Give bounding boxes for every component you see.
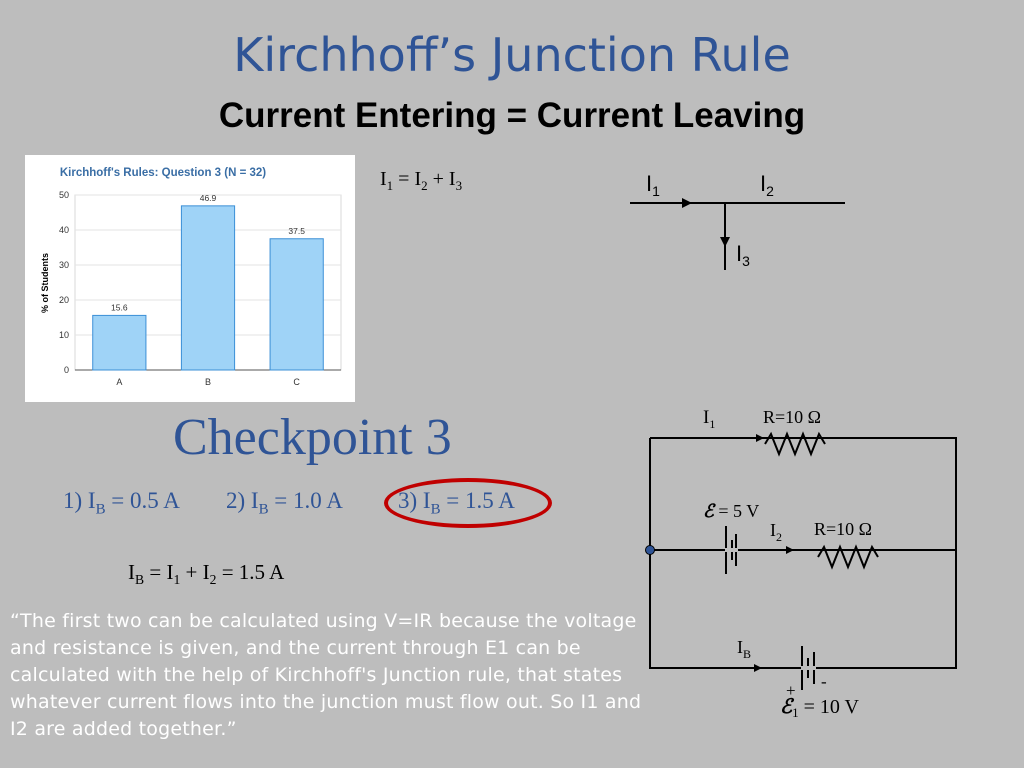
battery-plus-sign: + (786, 681, 796, 700)
junction-diagram (620, 165, 860, 280)
eq2-term-ib: I (128, 560, 135, 584)
eq1-sub-3: 3 (455, 178, 463, 193)
circuit-label-r1: R=10 Ω (763, 407, 822, 427)
junction-node (646, 546, 655, 555)
eq1-sub-1: 1 (386, 178, 394, 193)
eq1-equals-i: = I (393, 168, 422, 190)
arrow-right-icon (786, 546, 794, 554)
chart-x-tick-label: C (293, 377, 300, 387)
checkpoint-heading: Checkpoint 3 (173, 409, 452, 466)
arrow-right-icon (754, 664, 762, 672)
answer-1-value: = 0.5 A (105, 488, 180, 513)
chart-y-tick-label: 10 (58, 330, 69, 340)
chart-data-label: 37.5 (288, 225, 305, 236)
battery-icon (801, 646, 816, 690)
slide-title: Kirchhoff’s Junction Rule (233, 28, 791, 82)
chart-bar (181, 206, 234, 370)
circuit-label-ib: $I_B$ (737, 637, 752, 661)
circuit-label-r2: R=10 Ω (814, 519, 873, 539)
chart-y-tick-label: 20 (58, 295, 69, 305)
battery-minus-sign: - (821, 672, 827, 691)
chart-y-tick-label: 30 (58, 260, 69, 270)
answer-option-2 (226, 488, 343, 519)
eq2-equals-i1: = I (144, 560, 174, 584)
eq1-term-i: I (380, 168, 387, 190)
correct-answer-highlight (384, 478, 552, 528)
answer-3-prefix: 3) I (398, 488, 431, 513)
current-sum-equation (128, 560, 284, 588)
slide-subtitle: Current Entering = Current Leaving (218, 96, 806, 135)
chart-x-tick-label: B (204, 377, 212, 387)
answer-1-sub: B (95, 501, 106, 518)
chart-y-tick-label: 40 (58, 225, 69, 235)
chart-data-label: 46.9 (199, 192, 217, 203)
answer-option-1 (63, 488, 180, 519)
junction-equation (380, 168, 462, 194)
circuit-diagram (630, 400, 975, 730)
junction-label-i2: $I_2$ (760, 171, 774, 199)
junction-label-i3: $I_3$ (736, 241, 750, 269)
bar-chart (25, 155, 355, 402)
battery-icon (725, 526, 738, 574)
chart-y-axis-label: % of Students (40, 253, 50, 313)
answer-1-prefix: 1) I (63, 488, 96, 513)
arrow-down-icon (720, 237, 730, 247)
answer-2-sub: B (258, 501, 269, 518)
chart-x-tick-label: A (116, 377, 123, 387)
chart-title: Kirchhoff's Rules: Question 3 (N = 32) (59, 167, 267, 179)
circuit-label-i2: $I_2$ (770, 520, 782, 544)
eq2-sub-1: 1 (173, 572, 181, 588)
junction-label-i1: $I_1$ (646, 171, 660, 199)
chart-y-tick-label: 0 (63, 365, 69, 375)
top-branch-wire (650, 438, 956, 550)
chart-panel (25, 155, 355, 402)
chart-bar (93, 315, 146, 370)
answer-2-value: = 1.0 A (268, 488, 343, 513)
eq2-sub-b: B (135, 572, 145, 588)
eq1-plus-i: + I (427, 168, 456, 190)
arrow-right-icon (756, 434, 764, 442)
arrow-right-icon (682, 198, 692, 208)
answer-3-value: = 1.5 A (440, 488, 515, 513)
eq2-plus-i2: + I (180, 560, 210, 584)
circuit-label-i1: $I_1$ (703, 407, 716, 431)
answer-2-prefix: 2) I (226, 488, 259, 513)
eq2-sub-2: 2 (209, 572, 217, 588)
student-quote: “The first two can be calculated using V=IR because the voltage and resistance is given, and the current through E1 can be calculated with the help of Kirchhoff's Junction rule, that states whatever current flows into the junction must flow out. So I1 and I2 are added together.” (10, 610, 642, 740)
chart-data-label: 15.6 (111, 302, 128, 313)
chart-y-tick-label: 50 (58, 190, 69, 200)
circuit-label-emf1: ℰ$_1$ = 10 V (780, 696, 859, 720)
outer-loop-wire (650, 438, 956, 668)
chart-bar (270, 239, 323, 370)
eq2-result: = 1.5 A (216, 560, 285, 584)
circuit-label-emf-small: ℰ = 5 V (703, 501, 760, 521)
eq1-sub-2: 2 (421, 178, 428, 193)
answer-3-sub: B (430, 501, 441, 518)
